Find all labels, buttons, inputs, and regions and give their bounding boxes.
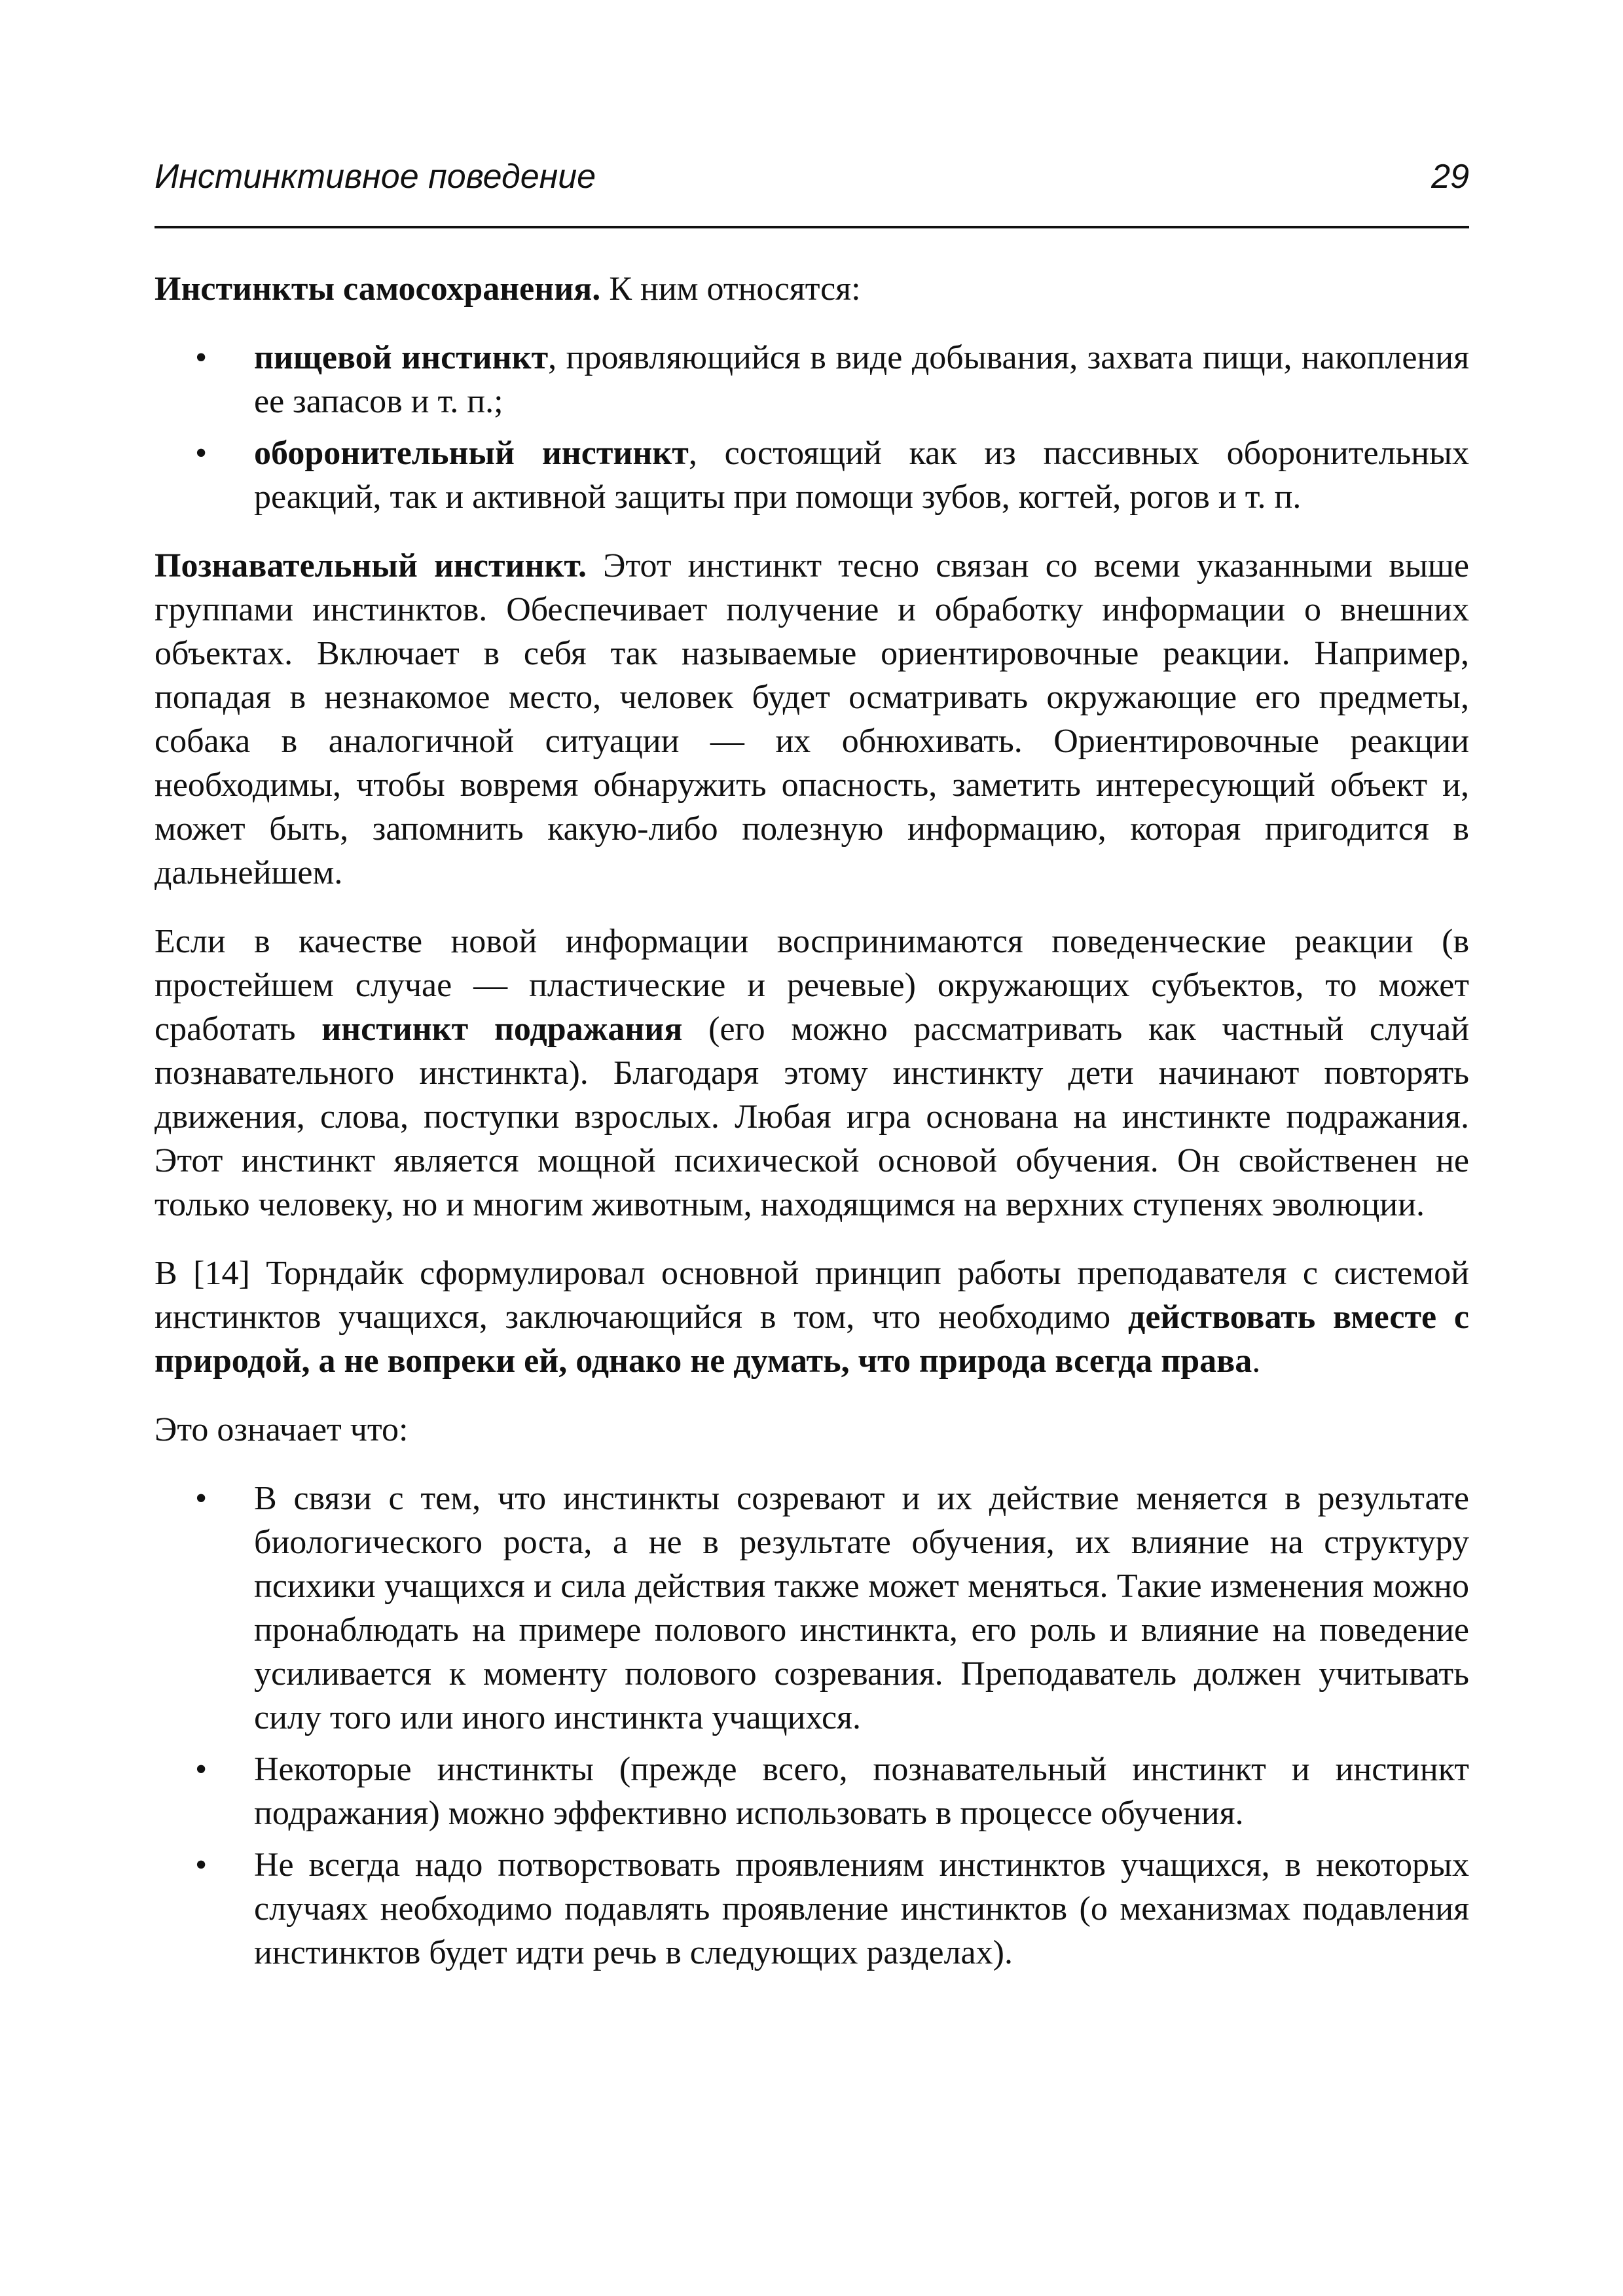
thorndike-text-after: . (1252, 1342, 1261, 1380)
page-body (155, 267, 1469, 2000)
list-item (155, 431, 1469, 519)
page-number: 29 (1431, 158, 1469, 196)
imitation-text-before: Если в качестве новой информации воспринимаются поведенческие реакции (в простейшем случае — пластические и речевые) окружающих субъектов, то может сработать (155, 923, 1469, 1048)
bullet-icon: • (195, 1480, 208, 1517)
book-page (155, 0, 1469, 2296)
cognitive-paragraph (155, 544, 1469, 895)
imitation-text-after: (его можно рассматривать как частный случай познавательного инстинкта). Благодаря этому инстинкту дети начинают повторять движения, слова, поступки взрослых. Любая игра основана на инстинкте подражания. Этот инстинкт является мощной психической основой обучения. Он свойственен не только человеку, но и многим животным, находящимся на верхних ступенях эволюции. (155, 1011, 1469, 1223)
meaning-intro: Это означает что: (155, 1411, 409, 1448)
bullet-icon: • (195, 1751, 208, 1788)
list-item-text: Не всегда надо потворствовать проявлениям инстинктов учащихся, в некоторых случаях необходимо подавлять проявление инстинктов (о механизмах подавления инстинктов будет идти речь в следующих разделах). (254, 1846, 1469, 1971)
list-item-text: Некоторые инстинкты (прежде всего, познавательный инстинкт и инстинкт подражания) можно эффективно использовать в процессе обучения. (254, 1751, 1469, 1832)
bullet-icon: • (195, 339, 208, 376)
list-item-text: В связи с тем, что инстинкты созревают и их действие меняется в результате биологического роста, а не в результате обучения, их влияние на структуру психики учащихся и сила действия также может меняться. Такие изменения можно пронаблюдать на примере полового инстинкта, его роль и влияние на поведение усиливается к моменту полового созревания. Преподаватель должен учитывать силу того или иного инстинкта учащихся. (254, 1480, 1469, 1736)
self-preservation-heading: Инстинкты самосохранения. (155, 270, 601, 308)
list-item-term: пищевой инстинкт (254, 339, 549, 376)
self-preservation-intro: К ним относятся: (600, 270, 861, 308)
thorndike-text-before: В [14] Торндайк сформулировал основной принцип работы преподавателя с системой инстинктов учащихся, заключающийся в том, что необходимо (155, 1255, 1469, 1336)
imitation-term: инстинкт подражания (321, 1011, 683, 1048)
list-item (155, 1477, 1469, 1740)
thorndike-bold: действовать вместе с природой, а не вопреки ей, однако не думать, что природа всегда права (155, 1299, 1469, 1380)
running-title: Инстинктивное поведение (155, 158, 596, 196)
thorndike-paragraph (155, 1251, 1469, 1383)
list-item (155, 1843, 1469, 1975)
meaning-list (155, 1477, 1469, 1975)
list-item-text: , проявляющийся в виде добывания, захвата пищи, накопления ее запасов и т. п.; (254, 339, 1470, 420)
bullet-icon: • (195, 435, 208, 472)
list-item-term: оборонительный инстинкт (254, 435, 689, 472)
list-item (155, 336, 1469, 423)
list-item-text: , состоящий как из пассивных оборонительных реакций, так и активной защиты при помощи зубов, когтей, рогов и т. п. (254, 435, 1469, 516)
running-header (155, 151, 1469, 203)
self-preservation-list (155, 336, 1469, 519)
list-item (155, 1748, 1469, 1835)
cognitive-heading: Познавательный инстинкт. (155, 547, 587, 584)
self-preservation-paragraph (155, 267, 1469, 311)
bullet-icon: • (195, 1846, 208, 1884)
imitation-paragraph (155, 920, 1469, 1227)
header-rule (155, 226, 1469, 228)
cognitive-text: Этот инстинкт тесно связан со всеми указанными выше группами инстинктов. Обеспечивает получение и обработку информации о внешних объектах. Включает в себя так называемые ориентировочные реакции. Например, попадая в незнакомое место, человек будет осматривать окружающие его предметы, собака в аналогичной ситуации — их обнюхивать. Ориентировочные реакции необходимы, чтобы вовремя обнаружить опасность, заметить интересующий объект и, может быть, запомнить какую-либо полезную информацию, которая пригодится в дальнейшем. (155, 547, 1470, 891)
